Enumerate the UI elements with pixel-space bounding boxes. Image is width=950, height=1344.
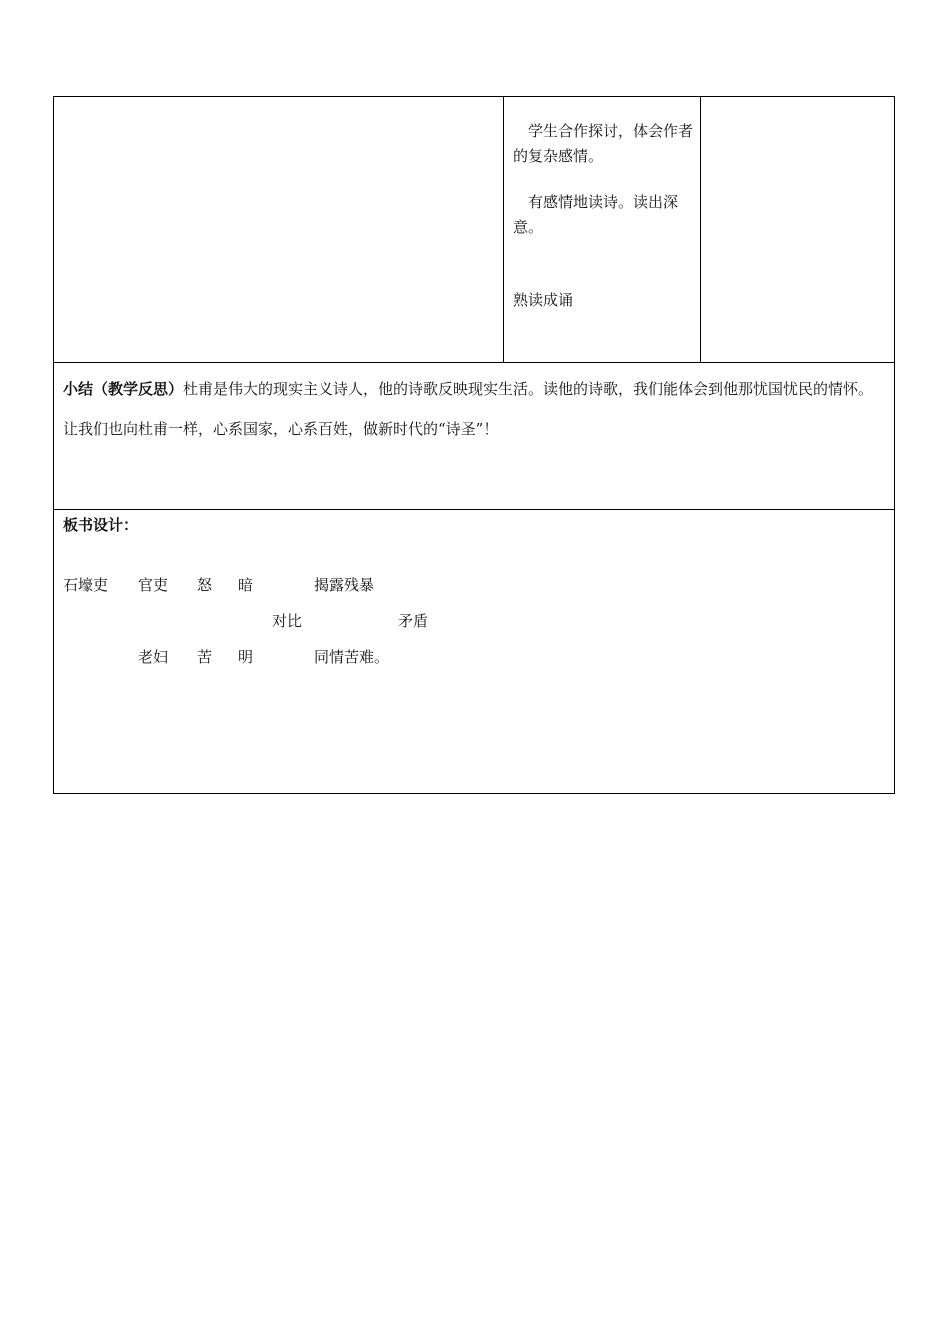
- board-word: 怒: [197, 576, 213, 594]
- summary-body: 杜甫是伟大的现实主义诗人，他的诗歌反映现实生活。读他的诗歌，我们能体会到他那忧国忧民的情怀。让我们也向杜甫一样，心系国家，心系百姓，做新时代的“诗圣”！: [63, 380, 874, 438]
- board-word: 对比: [272, 612, 303, 630]
- notes-cell: [701, 97, 894, 362]
- student-activity-1: 学生合作探讨，体会作者的复杂感情。: [513, 122, 694, 165]
- activity-row: [54, 97, 894, 363]
- board-design-row: [54, 510, 894, 793]
- board-word: 老妇: [138, 648, 169, 666]
- board-word: 明: [238, 648, 254, 666]
- summary-paragraph: [63, 369, 888, 449]
- board-word: 官吏: [138, 576, 169, 594]
- teacher-activity-cell: [54, 97, 504, 362]
- board-word: 同情苦难。: [314, 648, 390, 666]
- board-word: 矛盾: [398, 612, 429, 630]
- board-design-title: 板书设计：: [63, 516, 139, 534]
- student-activity-3: 熟读成诵: [513, 291, 574, 309]
- summary-row: [54, 363, 894, 510]
- board-word: 揭露残暴: [314, 576, 375, 594]
- summary-heading: 小结（教学反思）: [63, 380, 184, 398]
- lesson-plan-table: [53, 96, 895, 794]
- student-activity-2: 有感情地读诗。读出深意。: [513, 193, 679, 236]
- student-activity-cell: [504, 97, 701, 362]
- board-word: 暗: [238, 576, 254, 594]
- board-word: 苦: [197, 648, 213, 666]
- board-word: 石壕吏: [63, 576, 109, 594]
